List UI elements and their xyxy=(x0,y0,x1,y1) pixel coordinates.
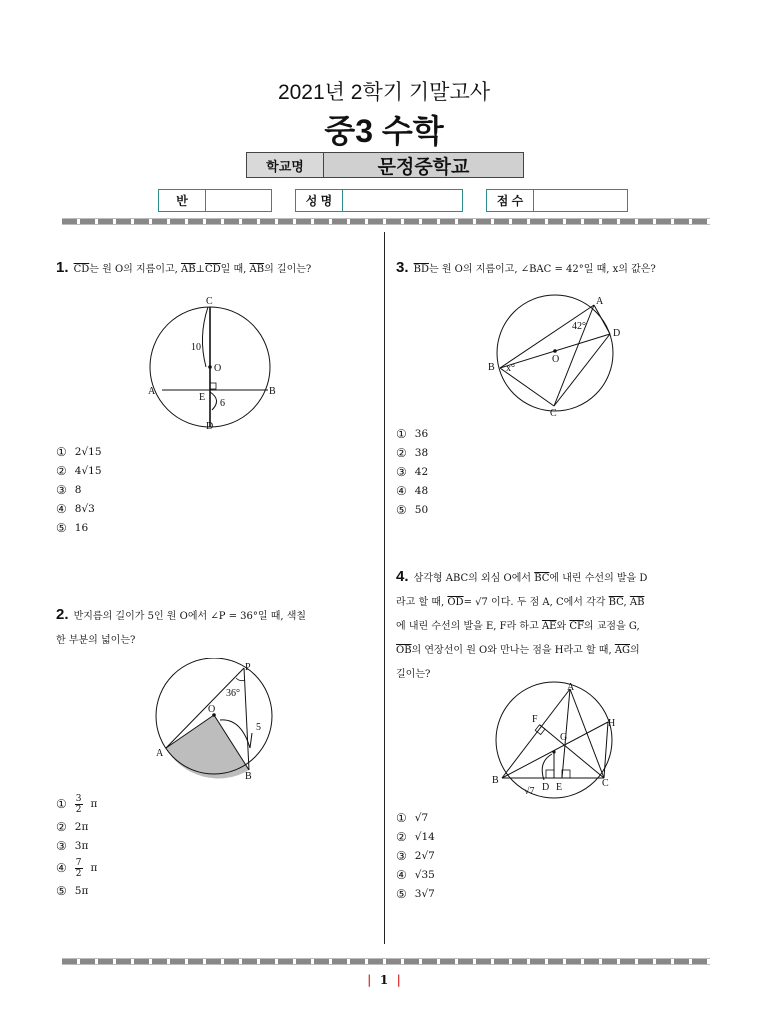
question-text-line1: 반지름의 길이가 5인 원 O에서 ∠P = 36°일 때, 색칠 xyxy=(73,611,307,622)
q4-choices xyxy=(396,808,435,903)
choice-1[interactable]: ① 36 xyxy=(396,426,429,441)
label-d: D xyxy=(542,782,550,793)
choice-4[interactable]: ④ √35 xyxy=(396,867,435,882)
choice-2[interactable]: ② 38 xyxy=(396,445,429,460)
question-text: $\overline{CD}$는 원 O의 지름이고, $\overline{AB}\perp\overline{CD}$일 때, $\overline{AB}$의 길이는? xyxy=(73,264,312,275)
choice-3[interactable]: ③ 2√7 xyxy=(396,848,435,863)
label-ten: 10 xyxy=(191,342,201,353)
q2-circle-diagram xyxy=(146,658,276,783)
choice-1[interactable]: ① 2√15 xyxy=(56,444,102,459)
school-label: 학교명 xyxy=(247,153,324,177)
exam-title: 2021년 2학기 기말고사 xyxy=(277,81,491,104)
bottom-divider-band xyxy=(62,958,710,965)
choice-5[interactable]: ⑤ 16 xyxy=(56,520,89,535)
label-h: H xyxy=(608,718,616,729)
label-f: F xyxy=(532,714,538,725)
choice-2[interactable]: ② 4√15 xyxy=(56,463,102,478)
name-field[interactable] xyxy=(343,190,462,211)
label-g: G xyxy=(560,732,568,743)
label-c: C xyxy=(550,408,557,419)
choice-4[interactable]: ④ $\frac{7}{2}$ π xyxy=(56,857,98,879)
class-label: 반 xyxy=(159,190,206,211)
school-box xyxy=(246,152,524,178)
label-e: E xyxy=(199,392,206,403)
question-number: 3. xyxy=(396,259,409,276)
score-field[interactable] xyxy=(534,190,627,211)
label-p: P xyxy=(245,662,251,673)
q3-choices xyxy=(396,424,428,519)
label-angle: 36° xyxy=(226,688,240,699)
label-c: C xyxy=(206,296,213,307)
question-text-line5: 길이는? xyxy=(396,669,431,680)
question-4 xyxy=(396,566,718,686)
question-1 xyxy=(56,257,376,281)
choice-3[interactable]: ③ 8 xyxy=(56,482,82,497)
label-d: D xyxy=(206,421,214,432)
school-name: 문정중학교 xyxy=(324,153,523,177)
top-divider-band xyxy=(62,218,710,225)
column-divider xyxy=(384,232,385,944)
label-b: B xyxy=(269,386,276,397)
choice-1[interactable]: ① √7 xyxy=(396,810,429,825)
question-number: 4. xyxy=(396,568,409,585)
choice-4[interactable]: ④ 48 xyxy=(396,483,429,498)
question-text-line3: 에 내린 수선의 발을 E, F라 하고 $\overline{AE}$와 $\overline{CF}$의 교점을 G, xyxy=(396,621,640,632)
label-root7: √7 xyxy=(524,786,535,797)
question-text-line1: 삼각형 ABC의 외심 O에서 $\overline{BC}$에 내린 수선의 발을 D xyxy=(413,573,648,584)
question-number: 2. xyxy=(56,606,69,623)
class-field[interactable] xyxy=(206,190,271,211)
label-o: O xyxy=(552,354,560,365)
choice-2[interactable]: ② 2π xyxy=(56,819,89,834)
q3-circle-diagram xyxy=(484,292,634,420)
page-number: | 1 | xyxy=(367,973,401,987)
q4-circle-diagram xyxy=(488,680,628,800)
choice-3[interactable]: ③ 3π xyxy=(56,838,89,853)
label-o: O xyxy=(214,363,222,374)
label-d: D xyxy=(613,328,621,339)
question-text-line2: 한 부분의 넓이는? xyxy=(56,635,136,646)
label-x: x° xyxy=(506,363,515,374)
q2-choices xyxy=(56,791,97,900)
question-3 xyxy=(396,257,716,281)
label-a: A xyxy=(596,296,604,307)
q1-circle-diagram xyxy=(140,292,290,432)
choice-2[interactable]: ② √14 xyxy=(396,829,435,844)
choice-5[interactable]: ⑤ 3√7 xyxy=(396,886,435,901)
class-box xyxy=(158,189,272,212)
question-text-line2: 라고 할 때, $\overline{OD}= √7$ 이다. 두 점 A, C에서 각각 $\overline{BC}$, $\overline{AB}$ xyxy=(396,597,645,608)
label-angle: 42° xyxy=(572,321,586,332)
choice-5[interactable]: ⑤ 50 xyxy=(396,502,429,517)
label-b: B xyxy=(492,775,499,786)
score-label: 점 수 xyxy=(487,190,534,211)
label-a: A xyxy=(148,386,156,397)
name-box xyxy=(295,189,463,212)
question-number: 1. xyxy=(56,259,69,276)
label-c: C xyxy=(602,778,609,789)
label-a: A xyxy=(156,748,164,759)
name-label: 성 명 xyxy=(296,190,343,211)
choice-5[interactable]: ⑤ 5π xyxy=(56,883,89,898)
label-six: 6 xyxy=(220,398,225,409)
q1-choices xyxy=(56,442,102,537)
label-e: E xyxy=(556,782,563,793)
label-a: A xyxy=(567,682,575,693)
question-text-line4: $\overline{OB}$의 연장선이 원 O와 만나는 점을 H라고 할 때, $\overline{AG}$의 xyxy=(396,645,640,656)
label-five: 5 xyxy=(256,722,261,733)
choice-1[interactable]: ① $\frac{3}{2}$ π xyxy=(56,793,98,815)
label-b: B xyxy=(488,362,495,373)
label-o: O xyxy=(208,704,216,715)
choice-4[interactable]: ④ 8√3 xyxy=(56,501,95,516)
subject-title: 중3 수학 xyxy=(324,113,444,149)
question-2 xyxy=(56,604,374,652)
question-text: $\overline{BD}$는 원 O의 지름이고, ∠BAC = 42°일 때, x의 값은? xyxy=(413,264,656,275)
label-b: B xyxy=(245,771,252,782)
score-box xyxy=(486,189,628,212)
choice-3[interactable]: ③ 42 xyxy=(396,464,429,479)
